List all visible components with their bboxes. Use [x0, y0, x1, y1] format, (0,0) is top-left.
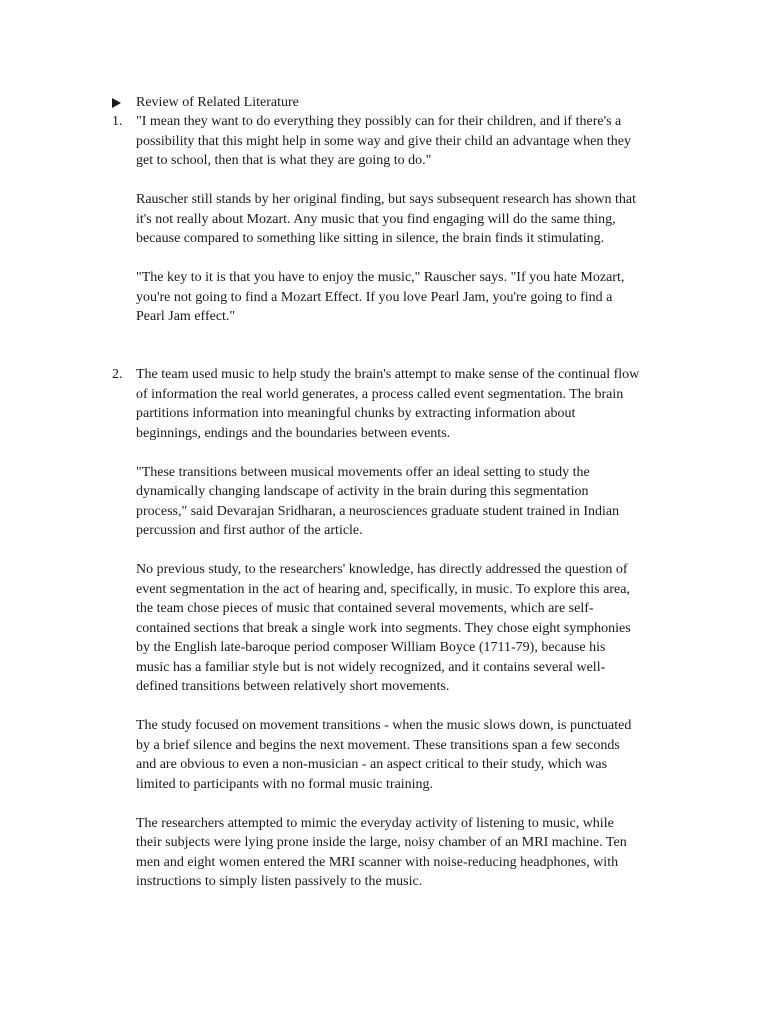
paragraph [136, 560, 691, 697]
text-line: The team used music to help study the brain's attempt to make sense of the continual flow [136, 367, 640, 382]
paragraph [136, 112, 691, 171]
text-line: No previous study, to the researchers' knowledge, has directly addressed the question of [136, 562, 628, 577]
text-line: by a brief silence and begins the next movement. These transitions span a few seconds [136, 737, 620, 753]
paragraph [136, 268, 691, 327]
text-line: it's not really about Mozart. Any music that you find engaging will do the same thing, [136, 211, 616, 227]
text-line: The study focused on movement transitions - when the music slows down, is punctuated [136, 718, 632, 733]
text-line: process," said Devarajan Sridharan, a neurosciences graduate student trained in Indian [136, 503, 620, 519]
text-line: contained sections that break a single work into segments. They chose eight symphonies [136, 620, 631, 636]
text-line: Pearl Jam effect." [136, 309, 236, 324]
paragraph [136, 716, 691, 794]
text-line: their subjects were lying prone inside the large, noisy chamber of an MRI machine. Ten [136, 835, 627, 850]
text-line: possibility that this might help in some way and give their child an advantage when they [136, 133, 631, 149]
text-line: percussion and first author of the article. [136, 523, 363, 538]
text-line: by the English late-baroque period composer William Boyce (1711-79), because his [136, 640, 606, 655]
arrow-bullet-icon [112, 98, 121, 108]
text-line: dynamically changing landscape of activity in the brain during this segmentation [136, 484, 589, 499]
text-line: the team chose pieces of music that contained several movements, which are self- [136, 601, 594, 616]
paragraph [136, 814, 691, 892]
text-line: instructions to simply listen passively to the music. [136, 874, 423, 889]
text-line: partitions information into meaningful chunks by extracting information about [136, 406, 576, 421]
list-item-body [136, 365, 691, 911]
text-line: you're not going to find a Mozart Effect. If you love Pearl Jam, you're going to find a [136, 289, 613, 305]
text-line: "I mean they want to do everything they possibly can for their children, and if there's a [136, 114, 622, 129]
text-line: because compared to something like sitting in silence, the brain finds it stimulating. [136, 231, 605, 246]
text-line: limited to participants with no formal music training. [136, 776, 434, 792]
text-line: "These transitions between musical movements offer an ideal setting to study the [136, 464, 590, 480]
text-line: beginnings, endings and the boundaries between events. [136, 425, 451, 441]
paragraph [136, 190, 691, 249]
list-number: 2. [112, 367, 123, 382]
text-line: The researchers attempted to mimic the everyday activity of listening to music, while [136, 815, 614, 831]
text-line: men and eight women entered the MRI scanner with noise-reducing headphones, with [136, 854, 619, 870]
paragraph [136, 463, 691, 541]
text-line: get to school, then that is what they are going to do." [136, 153, 432, 168]
text-line: and are obvious to even a non-musician - an aspect critical to their study, which was [136, 757, 608, 772]
list-item-body [136, 112, 691, 346]
paragraph [136, 365, 691, 443]
list-number: 1. [112, 114, 123, 129]
text-line: music has a familiar style but is not widely recognized, and it contains several well- [136, 659, 606, 675]
text-line: Rauscher still stands by her original finding, but says subsequent research has shown that [136, 192, 637, 207]
text-line: defined transitions between relatively short movements. [136, 679, 450, 694]
section-heading-text: Review of Related Literature [136, 95, 299, 110]
text-line: "The key to it is that you have to enjoy the music," Rauscher says. "If you hate Mozart, [136, 270, 625, 285]
text-line: event segmentation in the act of hearing and, specifically, in music. To explore this area, [136, 581, 630, 597]
text-line: of information the real world generates, a process called event segmentation. The brain [136, 386, 624, 402]
